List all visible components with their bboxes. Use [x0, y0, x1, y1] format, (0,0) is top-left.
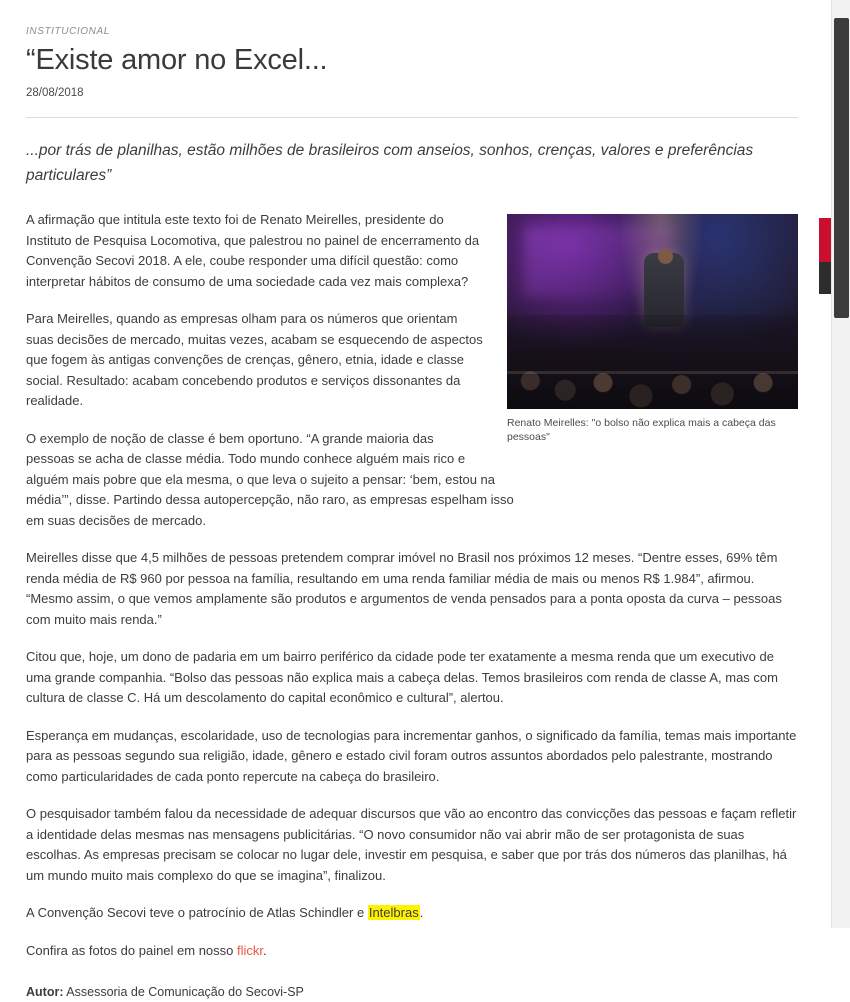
flickr-link[interactable]: flickr [237, 942, 264, 958]
audience [507, 315, 798, 409]
author-label: Autor: [26, 985, 64, 999]
sponsors-prefix: A Convenção Secovi teve o patrocínio de Atlas Schindler e [26, 905, 368, 920]
figure-caption: Renato Meirelles: "o bolso não explica mais a cabeça das pessoas" [507, 417, 776, 443]
article-subhead: ...por trás de planilhas, estão milhões de brasileiros com anseios, sonhos, crenças, valores e preferências particulares” [26, 142, 754, 184]
article-figure [507, 214, 798, 444]
article-paragraph: Citou que, hoje, um dono de padaria em um bairro periférico da cidade pode ter exatamente a mesma renda que um executivo de uma grande companhia. “Bolso das pessoas não explica mais a cabeça delas. Temos brasileiros com renda de classe A, mas com cultura de classe C. Há um descolamento do capital econômico e cultural”, alertou. [26, 649, 778, 705]
article-paragraph: O pesquisador também falou da necessidade de adequar discursos que vão ao encontro das convicções das pessoas e façam refletir a identidade delas mesmas nas mensagens publicitárias. “O novo consumidor não vai abrir mão de ser protagonista de suas escolhas. As empresas precisam se colocar no lugar dele, investir em pesquisa, e saber que por trás dos números das planilhas, há um mundo muito mais complexo do que se imagina”, finalizou. [26, 806, 797, 883]
photos-suffix: . [263, 942, 267, 958]
stage-rail [507, 371, 798, 374]
speaker-photo [507, 214, 798, 409]
photos-line [26, 941, 798, 962]
article-date: 28/08/2018 [26, 87, 84, 99]
sponsors-line [26, 903, 798, 924]
dark-accent-bar [819, 262, 831, 294]
page-scrollbar[interactable] [831, 0, 850, 928]
photos-prefix: Confira as fotos do painel em nosso [26, 942, 238, 958]
article-paragraph: A afirmação que intitula este texto foi de Renato Meirelles, presidente do Instituto de Pesquisa Locomotiva, que palestrou no painel de encerramento da Convenção Secovi 2018. A ele, coube responder uma difícil questão: como interpretar hábitos de consumo de uma sociedade cada vez mais complexa? [26, 212, 480, 289]
author-value: Assessoria de Comunicação do Secovi-SP [63, 985, 304, 999]
article-paragraph: Meirelles disse que 4,5 milhões de pessoas pretendem comprar imóvel no Brasil nos próximos 12 meses. “Dentre esses, 69% têm renda média de R$ 960 por pessoa na família, resultando em uma renda familiar média de mais ou menos R$ 1.984”, afirmou. “Mesmo assim, o que vemos amplamente são produtos e argumentos de venda pensados para a ponta oposta da curva – pessoas com muito mais renda.” [26, 550, 782, 627]
header-divider [26, 117, 798, 118]
scrollbar-thumb[interactable] [834, 18, 849, 318]
article-paragraph: Esperança em mudanças, escolaridade, uso de tecnologias para incrementar ganhos, o significado da família, temas mais importante para as pessoas segundo sua religião, idade, gênero e estado civil foram outros assuntos abordados pelo palestrante, mostrando como particularidades de cada ponto repercute na cabeça do brasileiro. [26, 727, 797, 784]
article-paragraph: O exemplo de noção de classe é bem oportuno. “A grande maioria das pessoas se acha de classe média. Todo mundo conhece alguém mais rico e alguém mais pobre que ela mesma, o que leva o sujeito a pensar: ‘bem, estou na média’”, disse. Partindo dessa autopercepção, não raro, as empresas espelham isso em suas decisões de mercado. [26, 430, 514, 528]
red-accent-bar [819, 218, 831, 262]
sponsor-highlight: Intelbras [368, 905, 419, 920]
author-line [26, 983, 798, 1002]
article-paragraph: Para Meirelles, quando as empresas olham para os números que orientam suas decisões de mercado, muitas vezes, acabam se esquecendo de aspectos que fogem às antigas convenções de crenças, gênero, etnia, idade e classe social. Resultado: acabam concebendo produtos e serviços dissonantes da realidade. [26, 311, 483, 408]
sponsors-suffix: . [419, 905, 424, 920]
article-kicker: INSTITUCIONAL [26, 26, 110, 37]
page-title: “Existe amor no Excel... [26, 44, 328, 76]
